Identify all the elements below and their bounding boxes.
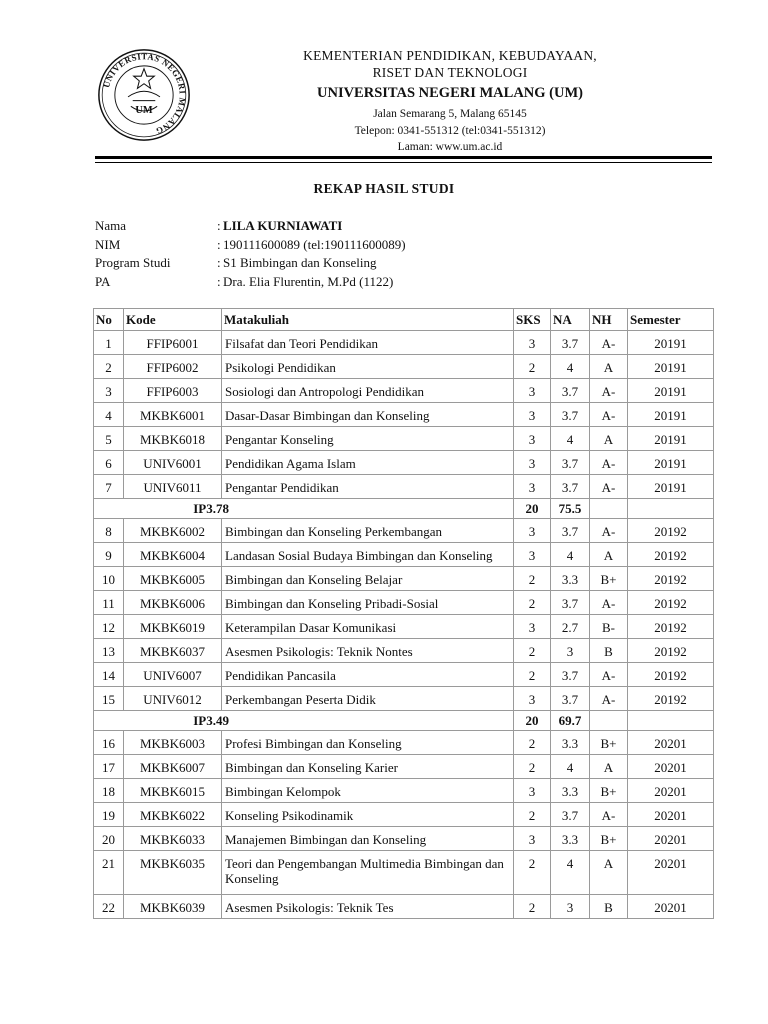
- course-code: UNIV6011: [124, 475, 222, 499]
- course-na: 4: [551, 427, 590, 451]
- course-nh: A-: [590, 687, 628, 711]
- course-sks: 2: [514, 639, 551, 663]
- course-na: 3.7: [551, 687, 590, 711]
- course-sks: 2: [514, 755, 551, 779]
- course-code: MKBK6003: [124, 731, 222, 755]
- course-sks: 2: [514, 567, 551, 591]
- course-sks: 3: [514, 451, 551, 475]
- course-na: 3.7: [551, 379, 590, 403]
- course-na: 4: [551, 543, 590, 567]
- empty-cell: [590, 711, 628, 731]
- course-no: 6: [94, 451, 124, 475]
- course-sks: 3: [514, 779, 551, 803]
- colon: :: [217, 273, 221, 289]
- course-sks: 2: [514, 355, 551, 379]
- course-nh: B: [590, 895, 628, 919]
- course-nh: A-: [590, 403, 628, 427]
- table-row: [94, 403, 714, 427]
- course-semester: 20192: [628, 591, 714, 615]
- course-no: 8: [94, 519, 124, 543]
- course-semester: 20192: [628, 519, 714, 543]
- col-kode-header: Kode: [124, 309, 222, 331]
- student-pa: Dra. Elia Flurentin, M.Pd (1122): [223, 273, 394, 289]
- ip-total-sks: 20: [514, 711, 551, 731]
- course-sks: 2: [514, 591, 551, 615]
- institution-header: [270, 48, 630, 156]
- table-row: [94, 519, 714, 543]
- course-no: 1: [94, 331, 124, 355]
- course-name: Pengantar Konseling: [222, 427, 514, 451]
- table-row: [94, 379, 714, 403]
- course-semester: 20192: [628, 687, 714, 711]
- course-no: 13: [94, 639, 124, 663]
- empty-cell: [628, 711, 714, 731]
- pa-label: PA: [95, 273, 111, 289]
- course-nh: B: [590, 639, 628, 663]
- course-semester: 20191: [628, 427, 714, 451]
- course-name: Manajemen Bimbingan dan Konseling: [222, 827, 514, 851]
- table-row: [94, 543, 714, 567]
- course-sks: 2: [514, 731, 551, 755]
- course-semester: 20191: [628, 331, 714, 355]
- course-no: 7: [94, 475, 124, 499]
- course-no: 16: [94, 731, 124, 755]
- table-row: [94, 731, 714, 755]
- course-sks: 3: [514, 827, 551, 851]
- table-row: [94, 355, 714, 379]
- table-row: [94, 567, 714, 591]
- table-row: [94, 615, 714, 639]
- ministry-line1: KEMENTERIAN PENDIDIKAN, KEBUDAYAAN,: [303, 48, 597, 63]
- svg-text:UNIVERSITAS NEGERI MALANG: UNIVERSITAS NEGERI MALANG: [101, 51, 188, 137]
- course-nh: A-: [590, 519, 628, 543]
- course-semester: 20192: [628, 615, 714, 639]
- course-na: 3.7: [551, 591, 590, 615]
- course-no: 2: [94, 355, 124, 379]
- course-no: 4: [94, 403, 124, 427]
- course-no: 12: [94, 615, 124, 639]
- course-code: MKBK6022: [124, 803, 222, 827]
- name-label: Nama: [95, 218, 127, 233]
- course-code: MKBK6006: [124, 591, 222, 615]
- col-nh-header: NH: [590, 309, 628, 331]
- course-semester: 20192: [628, 543, 714, 567]
- page-bottom-blank: [0, 931, 768, 1024]
- course-sks: 3: [514, 687, 551, 711]
- course-sks: 3: [514, 475, 551, 499]
- course-semester: 20201: [628, 895, 714, 919]
- table-row: [94, 427, 714, 451]
- ip-cell: [94, 499, 514, 519]
- course-code: MKBK6018: [124, 427, 222, 451]
- course-na: 3.7: [551, 475, 590, 499]
- course-sks: 3: [514, 519, 551, 543]
- table-header-row: [94, 309, 714, 331]
- course-semester: 20191: [628, 475, 714, 499]
- course-no: 15: [94, 687, 124, 711]
- prodi-label: Program Studi: [95, 255, 171, 270]
- col-matakuliah-header: Matakuliah: [222, 309, 514, 331]
- course-sks: 2: [514, 803, 551, 827]
- student-nim[interactable]: 190111600089 (tel:190111600089): [223, 236, 406, 252]
- course-no: 22: [94, 895, 124, 919]
- colon: :: [217, 218, 221, 233]
- website-text[interactable]: Laman: www.um.ac.id: [397, 141, 503, 154]
- course-name: Konseling Psikodinamik: [222, 803, 514, 827]
- course-no: 19: [94, 803, 124, 827]
- course-name: Asesmen Psikologis: Teknik Tes: [222, 895, 514, 919]
- course-semester: 20201: [628, 803, 714, 827]
- course-name: Pendidikan Agama Islam: [222, 451, 514, 475]
- course-na: 3.3: [551, 567, 590, 591]
- course-name: Pengantar Pendidikan: [222, 475, 514, 499]
- course-sks: 3: [514, 427, 551, 451]
- ip-summary-row: [94, 711, 714, 731]
- course-name: Keterampilan Dasar Komunikasi: [222, 615, 514, 639]
- course-na: 3.3: [551, 779, 590, 803]
- course-nh: A: [590, 755, 628, 779]
- course-nh: A-: [590, 331, 628, 355]
- ip-total-na: 75.5: [551, 499, 590, 519]
- course-na: 3.7: [551, 451, 590, 475]
- empty-cell: [628, 499, 714, 519]
- course-code: FFIP6001: [124, 331, 222, 355]
- course-na: 3.7: [551, 803, 590, 827]
- course-name: Bimbingan dan Konseling Belajar: [222, 567, 514, 591]
- course-code: FFIP6003: [124, 379, 222, 403]
- course-na: 3.7: [551, 519, 590, 543]
- phone-text[interactable]: Telepon: 0341-551312 (tel:0341-551312): [354, 124, 546, 137]
- course-nh: A: [590, 543, 628, 567]
- course-semester: 20192: [628, 663, 714, 687]
- course-code: MKBK6007: [124, 755, 222, 779]
- course-no: 3: [94, 379, 124, 403]
- course-code: MKBK6033: [124, 827, 222, 851]
- table-row: [94, 451, 714, 475]
- course-semester: 20191: [628, 379, 714, 403]
- ip-label: IP: [193, 501, 207, 516]
- document-title: REKAP HASIL STUDI: [313, 181, 455, 196]
- course-name: Profesi Bimbingan dan Konseling: [222, 731, 514, 755]
- course-name: Bimbingan dan Konseling Perkembangan: [222, 519, 514, 543]
- course-na: 4: [551, 355, 590, 379]
- course-semester: 20191: [628, 355, 714, 379]
- course-sks: 3: [514, 331, 551, 355]
- course-na: 2.7: [551, 615, 590, 639]
- table-row: [94, 779, 714, 803]
- course-sks: 3: [514, 379, 551, 403]
- course-name: Filsafat dan Teori Pendidikan: [222, 331, 514, 355]
- student-pa-row: [95, 273, 406, 292]
- ip-value: 3.49: [206, 713, 229, 728]
- col-semester-header: Semester: [628, 309, 714, 331]
- course-no: 10: [94, 567, 124, 591]
- col-no-header: No: [94, 309, 124, 331]
- student-info: [95, 217, 406, 291]
- course-code: MKBK6019: [124, 615, 222, 639]
- course-sks: 2: [514, 663, 551, 687]
- ip-label: IP: [193, 713, 207, 728]
- course-code: MKBK6004: [124, 543, 222, 567]
- course-semester: 20201: [628, 851, 714, 895]
- course-no: 17: [94, 755, 124, 779]
- course-na: 3: [551, 895, 590, 919]
- ip-total-na: 69.7: [551, 711, 590, 731]
- course-name: Perkembangan Peserta Didik: [222, 687, 514, 711]
- student-name-row: [95, 217, 406, 236]
- table-row: [94, 803, 714, 827]
- student-prodi-row: [95, 254, 406, 273]
- course-nh: A: [590, 851, 628, 895]
- course-sks: 3: [514, 403, 551, 427]
- course-code: MKBK6035: [124, 851, 222, 895]
- course-na: 3: [551, 639, 590, 663]
- course-no: 14: [94, 663, 124, 687]
- table-row: [94, 639, 714, 663]
- course-name: Dasar-Dasar Bimbingan dan Konseling: [222, 403, 514, 427]
- course-no: 9: [94, 543, 124, 567]
- course-sks: 3: [514, 543, 551, 567]
- course-code: UNIV6012: [124, 687, 222, 711]
- course-na: 3.3: [551, 827, 590, 851]
- ip-cell: [94, 711, 514, 731]
- course-nh: B+: [590, 731, 628, 755]
- student-nim-row: [95, 236, 406, 255]
- course-nh: A-: [590, 475, 628, 499]
- course-na: 3.7: [551, 403, 590, 427]
- address-text: Jalan Semarang 5, Malang 65145: [373, 107, 527, 120]
- course-no: 20: [94, 827, 124, 851]
- course-code: MKBK6002: [124, 519, 222, 543]
- course-na: 4: [551, 755, 590, 779]
- course-nh: A: [590, 355, 628, 379]
- course-code: FFIP6002: [124, 355, 222, 379]
- table-row: [94, 331, 714, 355]
- seal-center-text: UM: [135, 104, 153, 116]
- course-name: Psikologi Pendidikan: [222, 355, 514, 379]
- table-row: [94, 687, 714, 711]
- course-semester: 20201: [628, 827, 714, 851]
- course-nh: B+: [590, 779, 628, 803]
- course-na: 3.7: [551, 331, 590, 355]
- course-name: Sosiologi dan Antropologi Pendidikan: [222, 379, 514, 403]
- course-name: Pendidikan Pancasila: [222, 663, 514, 687]
- course-no: 11: [94, 591, 124, 615]
- colon: :: [217, 255, 221, 270]
- course-nh: A: [590, 427, 628, 451]
- course-code: MKBK6037: [124, 639, 222, 663]
- course-name: Bimbingan dan Konseling Karier: [222, 755, 514, 779]
- course-nh: A-: [590, 379, 628, 403]
- course-name: Asesmen Psikologis: Teknik Nontes: [222, 639, 514, 663]
- course-nh: B-: [590, 615, 628, 639]
- course-code: MKBK6039: [124, 895, 222, 919]
- table-row: [94, 591, 714, 615]
- empty-cell: [590, 499, 628, 519]
- table-row: [94, 851, 714, 895]
- table-row: [94, 755, 714, 779]
- ip-summary-row: [94, 499, 714, 519]
- course-nh: A-: [590, 663, 628, 687]
- header-divider-thick: [95, 156, 712, 159]
- course-semester: 20191: [628, 451, 714, 475]
- course-code: MKBK6015: [124, 779, 222, 803]
- course-semester: 20192: [628, 567, 714, 591]
- student-name: LILA KURNIAWATI: [223, 218, 343, 233]
- course-name: Bimbingan dan Konseling Pribadi-Sosial: [222, 591, 514, 615]
- header-divider-thin: [95, 162, 712, 163]
- nim-label: NIM: [95, 236, 121, 252]
- course-na: 3.3: [551, 731, 590, 755]
- course-na: 4: [551, 851, 590, 895]
- course-na: 3.7: [551, 663, 590, 687]
- table-row: [94, 895, 714, 919]
- course-name: Landasan Sosial Budaya Bimbingan dan Konseling: [222, 543, 514, 567]
- ministry-line2: RISET DAN TEKNOLOGI: [372, 64, 528, 80]
- course-semester: 20191: [628, 403, 714, 427]
- course-semester: 20201: [628, 731, 714, 755]
- course-sks: 2: [514, 851, 551, 895]
- course-no: 21: [94, 851, 124, 895]
- course-semester: 20201: [628, 755, 714, 779]
- course-code: UNIV6007: [124, 663, 222, 687]
- course-code: MKBK6001: [124, 403, 222, 427]
- university-seal-logo: [97, 48, 191, 142]
- course-semester: 20192: [628, 639, 714, 663]
- table-row: [94, 827, 714, 851]
- course-semester: 20201: [628, 779, 714, 803]
- grades-table: [93, 308, 714, 919]
- university-name: UNIVERSITAS NEGERI MALANG (UM): [317, 84, 583, 101]
- course-code: MKBK6005: [124, 567, 222, 591]
- course-sks: 3: [514, 615, 551, 639]
- course-name: Teori dan Pengembangan Multimedia Bimbingan dan Konseling: [222, 851, 514, 895]
- course-no: 5: [94, 427, 124, 451]
- col-na-header: NA: [551, 309, 590, 331]
- student-prodi: S1 Bimbingan dan Konseling: [223, 255, 377, 270]
- col-sks-header: SKS: [514, 309, 551, 331]
- course-nh: B+: [590, 827, 628, 851]
- course-nh: A-: [590, 451, 628, 475]
- course-nh: A-: [590, 803, 628, 827]
- course-name: Bimbingan Kelompok: [222, 779, 514, 803]
- table-row: [94, 475, 714, 499]
- course-code: UNIV6001: [124, 451, 222, 475]
- course-nh: B+: [590, 567, 628, 591]
- course-nh: A-: [590, 591, 628, 615]
- course-sks: 2: [514, 895, 551, 919]
- ip-total-sks: 20: [514, 499, 551, 519]
- course-no: 18: [94, 779, 124, 803]
- colon: :: [217, 236, 221, 252]
- table-row: [94, 663, 714, 687]
- ip-value: 3.78: [206, 501, 229, 516]
- grades-table-body: [94, 331, 714, 919]
